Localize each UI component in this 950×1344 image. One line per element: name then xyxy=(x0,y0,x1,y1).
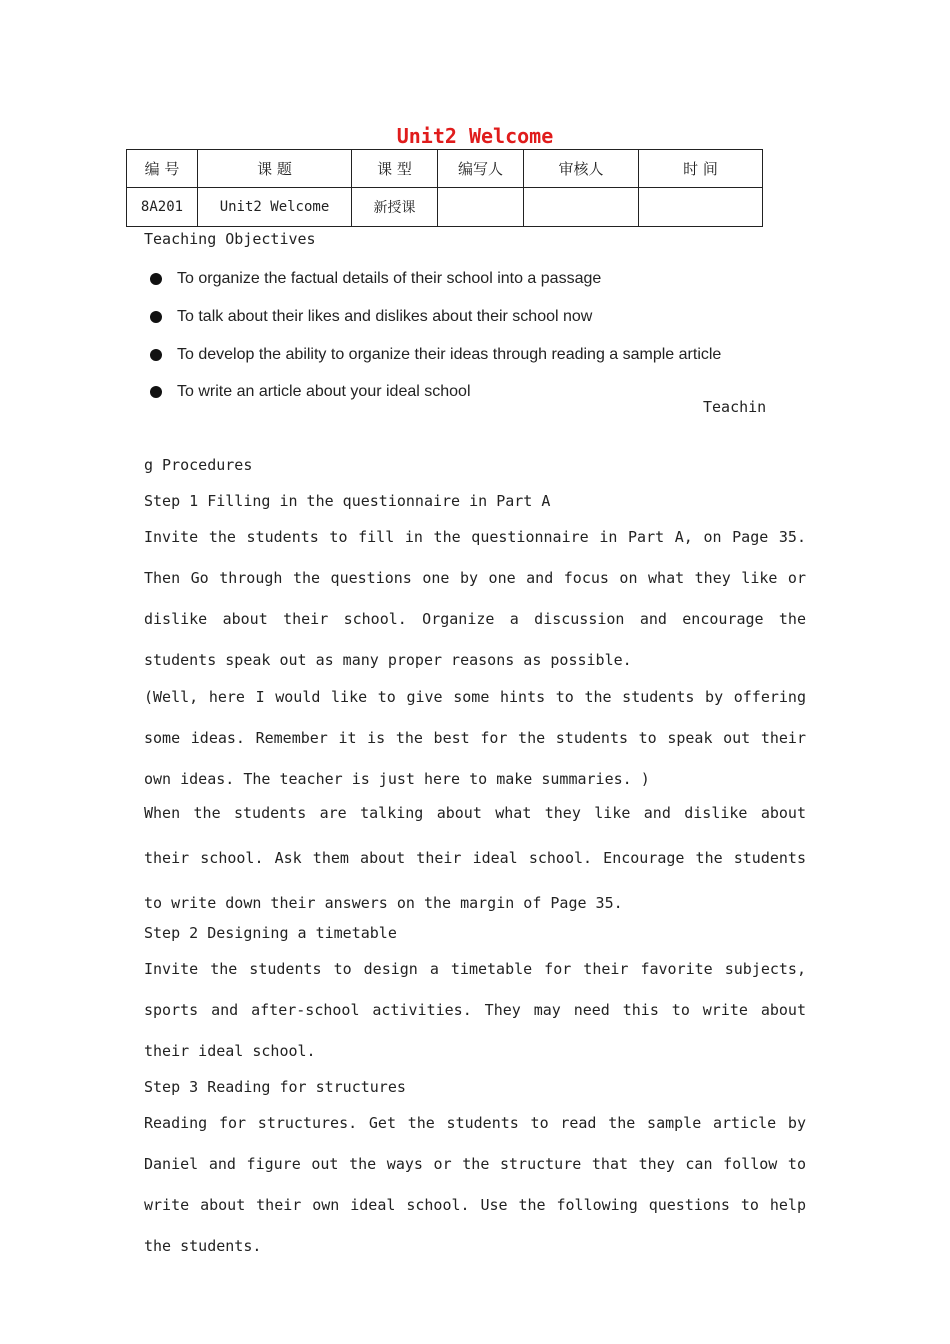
bullet-icon xyxy=(150,349,162,361)
step2-title: Step 2 Designing a timetable xyxy=(144,924,397,942)
objective-item: To organize the factual details of their school into a passage xyxy=(177,270,602,287)
procedures-heading-end: g Procedures xyxy=(144,456,253,474)
table-cell xyxy=(639,188,763,227)
table-header-cell: 课 型 xyxy=(352,150,438,188)
objective-item: To talk about their likes and dislikes about their school now xyxy=(177,308,593,325)
table-header-cell: 审核人 xyxy=(524,150,639,188)
table-header-cell: 编写人 xyxy=(438,150,524,188)
table-cell: 8A201 xyxy=(127,188,198,227)
table-header-row xyxy=(127,150,763,188)
table-cell: 新授课 xyxy=(352,188,438,227)
step3-paragraph: Reading for structures. Get the students to read the sample article by Daniel and figure out the ways or the structure that they can follow to write about their own ideal school. Use the following questions to help the students. xyxy=(144,1114,806,1255)
step1-title: Step 1 Filling in the questionnaire in Part A xyxy=(144,492,551,510)
bullet-icon xyxy=(150,311,162,323)
objective-item: To develop the ability to organize their ideas through reading a sample article xyxy=(177,346,722,363)
bullet-icon xyxy=(150,273,162,285)
step1-note: (Well, here I would like to give some hints to the students by offering some ideas. Remember it is the best for the students to speak out their own ideas. The teacher is just here to make summaries. ) xyxy=(144,688,806,788)
table-header-cell: 时 间 xyxy=(639,150,763,188)
procedures-heading-start: Teachin xyxy=(703,398,767,416)
objective-item: To write an article about your ideal school xyxy=(177,383,471,400)
table-cell: Unit2 Welcome xyxy=(198,188,352,227)
step1-paragraph: Invite the students to fill in the questionnaire in Part A, on Page 35. Then Go through the questions one by one and focus on what they like or dislike about their school. Organize a discussion and encourage the students speak out as many proper reasons as possible. xyxy=(144,528,806,669)
table-header-cell: 课 题 xyxy=(198,150,352,188)
page-title: Unit2 Welcome xyxy=(396,124,554,148)
step1-paragraph-2: When the students are talking about what they like and dislike about their school. Ask them about their ideal school. Encourage the students to write down their answers on the margin of Page 35. xyxy=(144,804,806,912)
table-row xyxy=(127,188,763,227)
table-header-cell: 编 号 xyxy=(127,150,198,188)
info-table xyxy=(126,149,763,227)
step2-paragraph: Invite the students to design a timetable for their favorite subjects, sports and after-school activities. They may need this to write about their ideal school. xyxy=(144,960,806,1060)
step3-title: Step 3 Reading for structures xyxy=(144,1078,406,1096)
objectives-heading: Teaching Objectives xyxy=(144,230,316,248)
table-cell xyxy=(524,188,639,227)
bullet-icon xyxy=(150,386,162,398)
table-cell xyxy=(438,188,524,227)
